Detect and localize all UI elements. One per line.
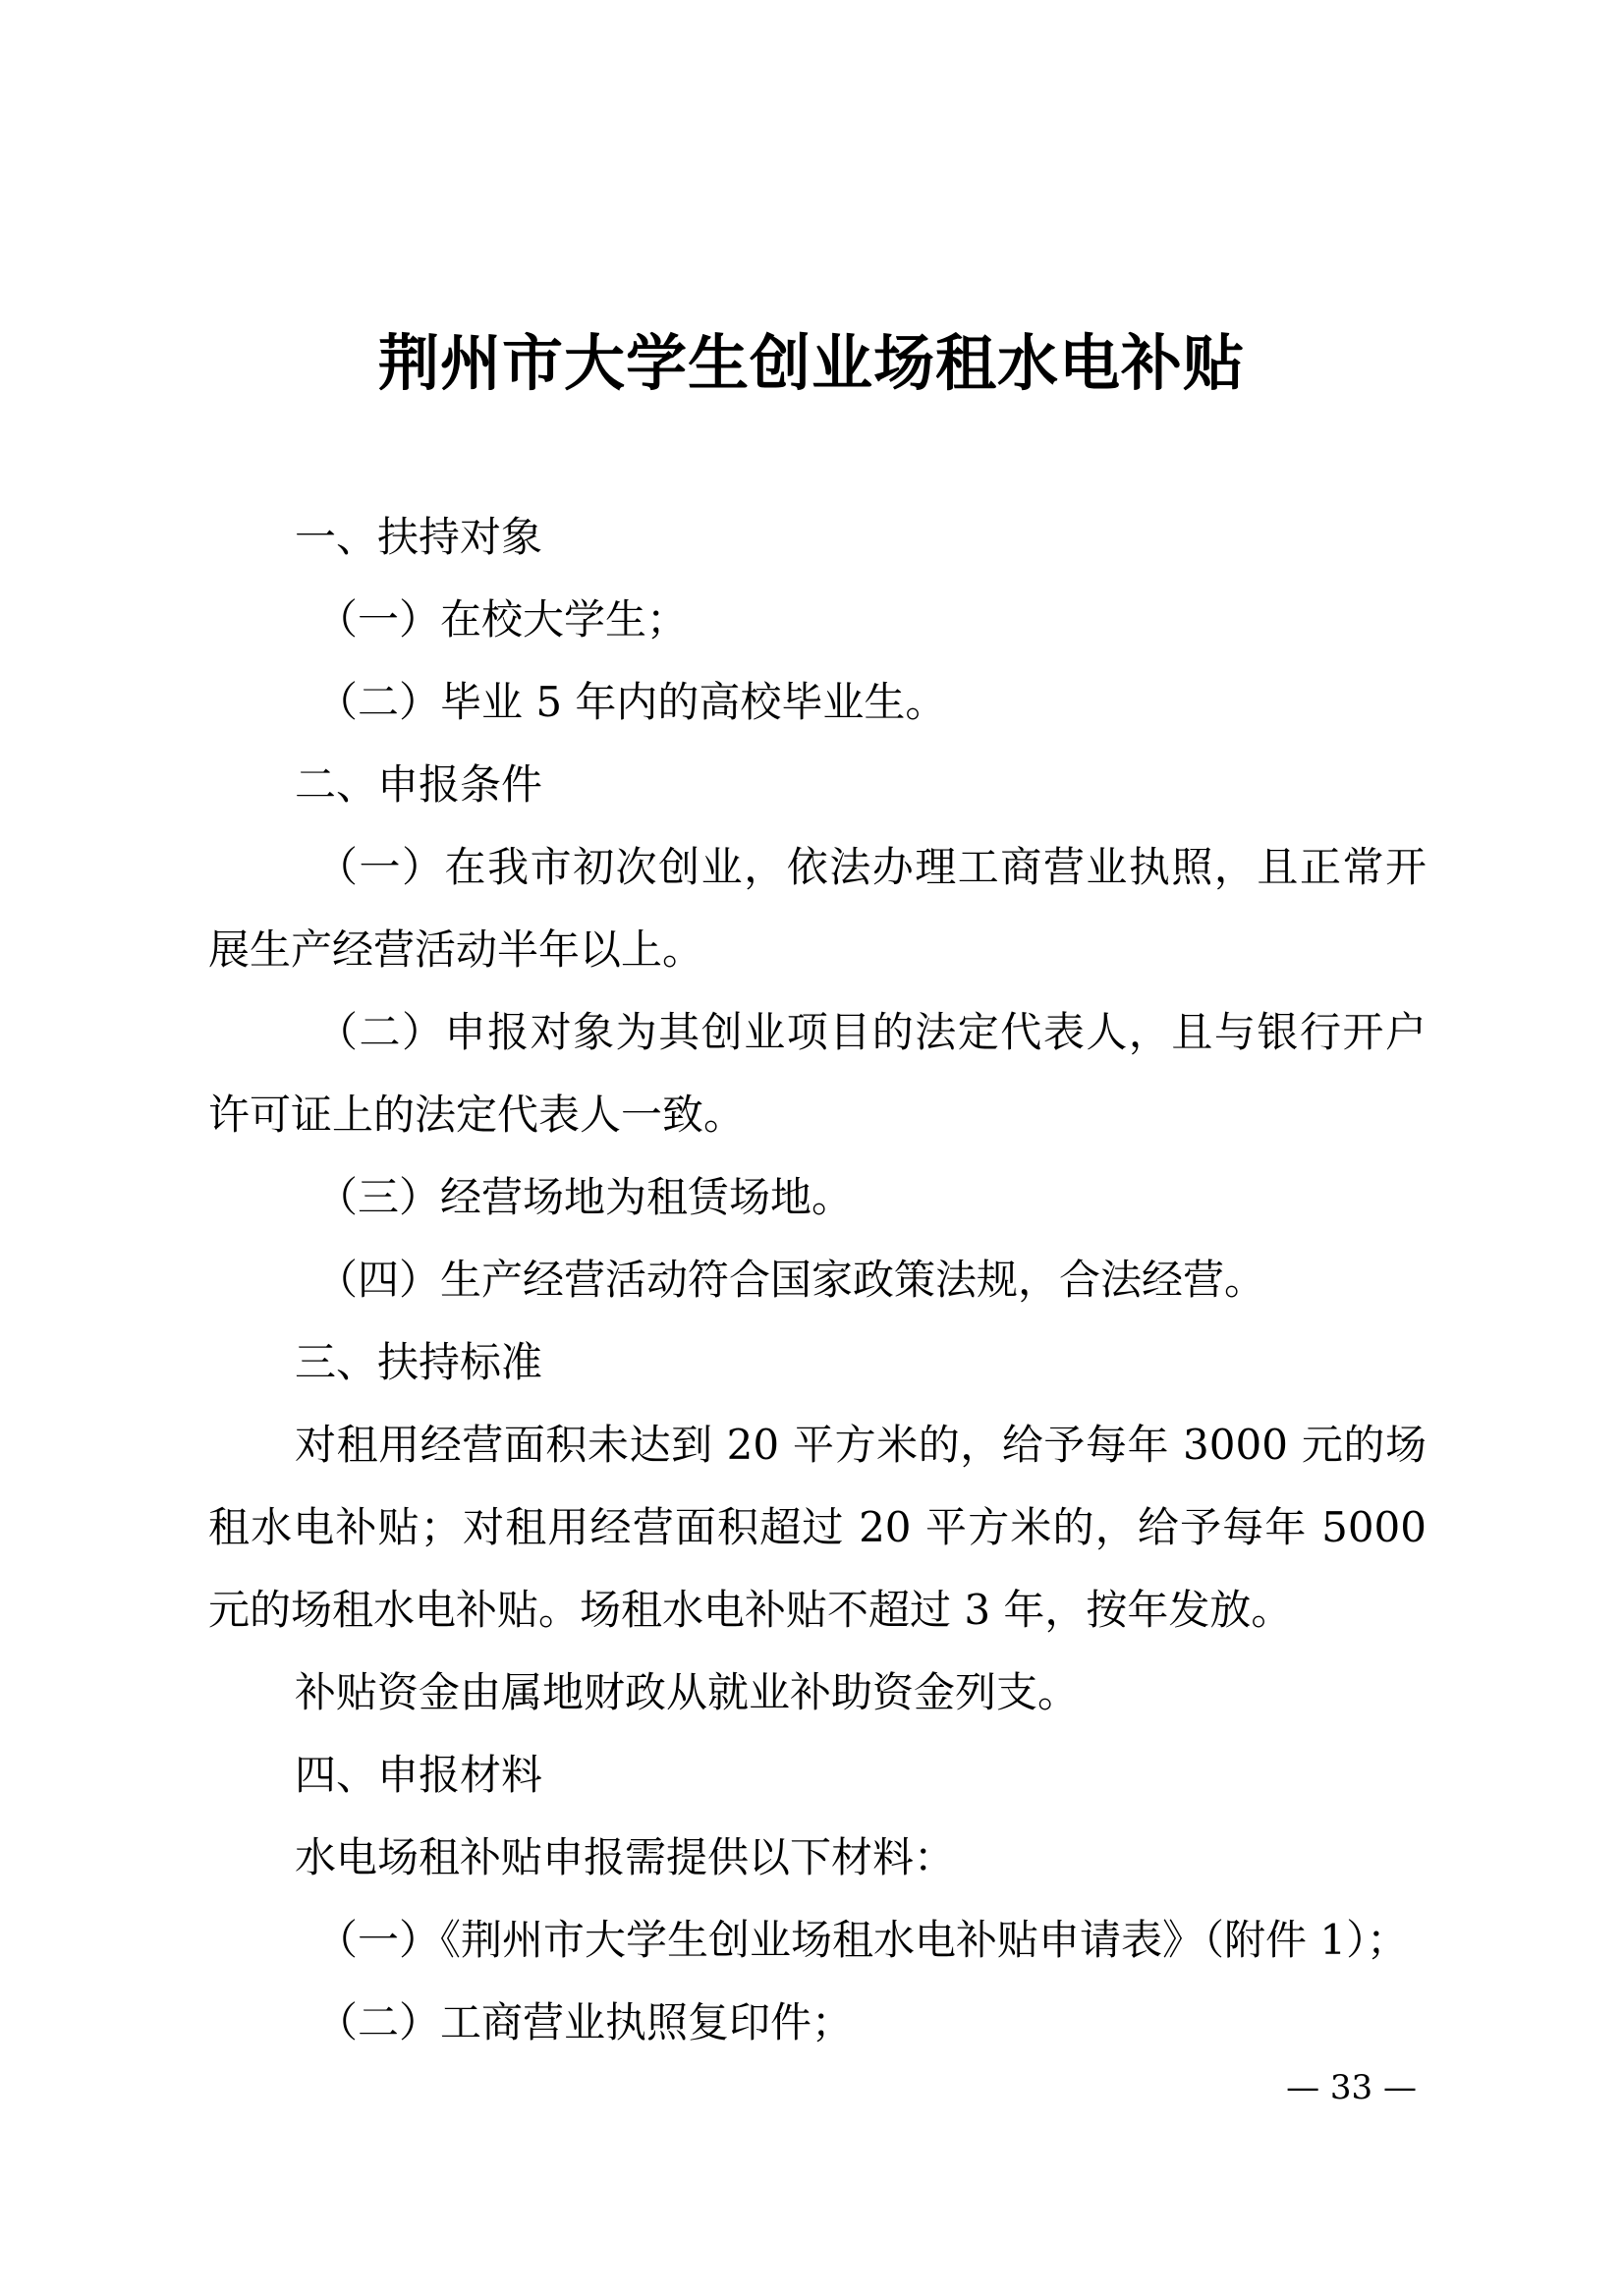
section-heading-conditions: 二、申报条件	[295, 760, 543, 809]
section-heading-standards: 三、扶持标准	[295, 1338, 543, 1386]
list-item: （一）《荆州市大学生创业场租水电补贴申请表》（附件 1）；	[316, 1916, 1409, 1964]
body-paragraph: 对租用经营面积未达到 20 平方米的，给予每年 3000 元的场租水电补贴；对租用经营面积超过 20 平方米的，给予每年 5000 元的场租水电补贴。场租水电补贴不超过 3 年，按年发放。	[208, 1421, 1427, 1634]
body-paragraph: 水电场租补贴申报需提供以下材料：	[295, 1833, 956, 1881]
list-item: （二）毕业 5 年内的高校毕业生。	[316, 678, 947, 726]
list-item: （一）在校大学生；	[316, 595, 689, 644]
list-item: （二）工商营业执照复印件；	[316, 1998, 854, 2046]
page-title: 荆州市大学生创业场租水电补贴	[377, 327, 1245, 399]
list-item: （一）在我市初次创业，依法办理工商营业执照，且正常开展生产经营活动半年以上。	[208, 843, 1427, 974]
list-item: （三）经营场地为租赁场地。	[316, 1173, 854, 1221]
list-item: （四）生产经营活动符合国家政策法规，合法经营。	[316, 1256, 1266, 1304]
document-body	[208, 496, 1427, 2064]
body-paragraph: 补贴资金由属地财政从就业补助资金列支。	[295, 1668, 1080, 1716]
page-number: — 33 —	[1286, 2068, 1417, 2107]
section-heading-support-target: 一、扶持对象	[295, 513, 543, 561]
section-heading-materials: 四、申报材料	[295, 1751, 543, 1799]
list-item: （二）申报对象为其创业项目的法定代表人，且与银行开户许可证上的法定代表人一致。	[208, 1008, 1427, 1139]
